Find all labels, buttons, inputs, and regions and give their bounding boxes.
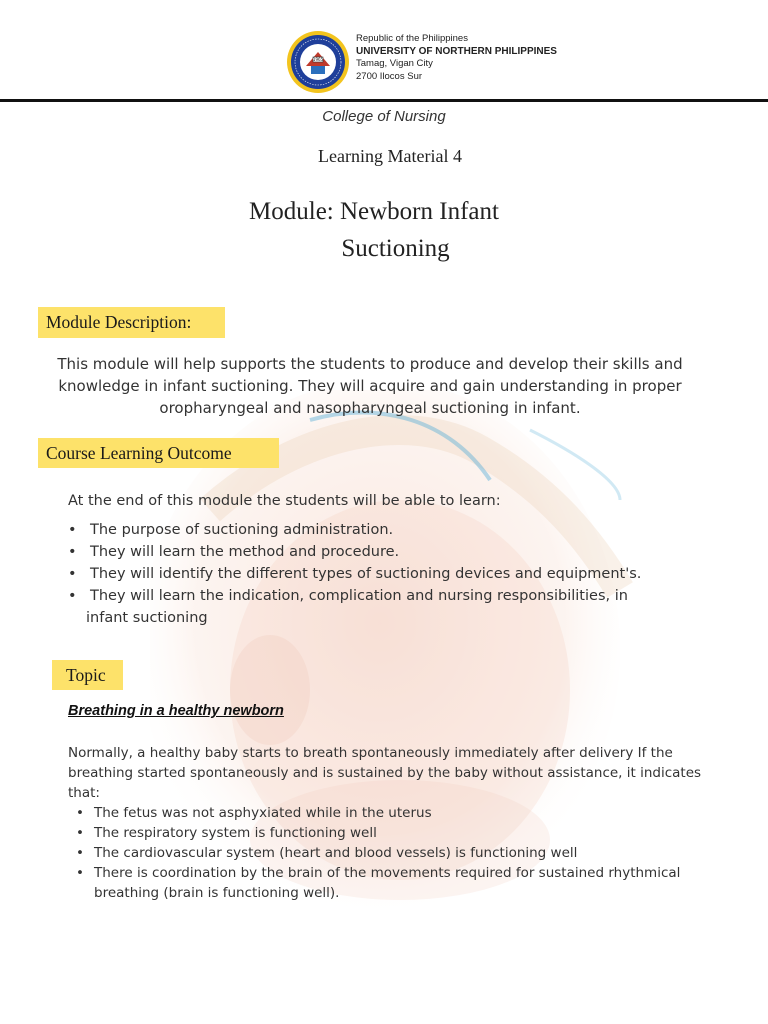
topic-bullet-list bbox=[76, 803, 706, 903]
city-line: Tamag, Vigan City bbox=[356, 58, 433, 70]
module-title-line1: Module: Newborn Infant bbox=[249, 198, 499, 225]
list-item: • There is coordination by the brain of the movements required for sustained rhythmical breathing (brain is functioning well). bbox=[76, 863, 706, 903]
university-seal-logo bbox=[286, 30, 350, 94]
topic-paragraph: Normally, a healthy baby starts to breath spontaneously immediately after delivery If the breathing started spontaneously and is sustained by the baby without assistance, it indicates that: bbox=[68, 745, 702, 801]
course-learning-outcome-heading: Course Learning Outcome bbox=[38, 438, 279, 468]
svg-text:1965: 1965 bbox=[312, 57, 324, 62]
list-item: • The fetus was not asphyxiated while in the uterus bbox=[76, 803, 706, 823]
module-title-line2: Suctioning bbox=[341, 235, 450, 262]
university-name: UNIVERSITY OF NORTHERN PHILIPPINES bbox=[356, 45, 557, 57]
document-header bbox=[0, 0, 768, 104]
country-line: Republic of the Philippines bbox=[356, 33, 468, 44]
topic-heading: Topic bbox=[52, 660, 123, 690]
module-description-text: This module will help supports the students to produce and develop their skills and knowledge in infant suctioning. They will acquire and gain understanding in proper oropharyngeal and nasopharyngeal suctioning in infant. bbox=[57, 355, 683, 417]
outcome-list bbox=[68, 519, 708, 629]
list-item: • They will identify the different types of suctioning devices and equipment's. bbox=[68, 563, 708, 585]
list-item: • The respiratory system is functioning well bbox=[76, 823, 706, 843]
header-divider bbox=[0, 99, 768, 102]
outcome-intro: At the end of this module the students will be able to learn: bbox=[68, 493, 501, 509]
learning-material-label: Learning Material 4 bbox=[318, 146, 462, 166]
list-item: • They will learn the indication, complication and nursing responsibilities, in infant suctioning bbox=[68, 585, 708, 629]
list-item: • The purpose of suctioning administration. bbox=[68, 519, 708, 541]
list-item: • They will learn the method and procedure. bbox=[68, 541, 708, 563]
topic-subheading: Breathing in a healthy newborn bbox=[68, 703, 284, 719]
college-name: College of Nursing bbox=[322, 108, 446, 125]
university-address-block bbox=[356, 33, 557, 83]
province-line: 2700 Ilocos Sur bbox=[356, 70, 423, 82]
list-item: • The cardiovascular system (heart and blood vessels) is functioning well bbox=[76, 843, 706, 863]
list-item-continuation: infant suctioning bbox=[86, 610, 208, 626]
module-description-heading: Module Description: bbox=[38, 307, 225, 338]
